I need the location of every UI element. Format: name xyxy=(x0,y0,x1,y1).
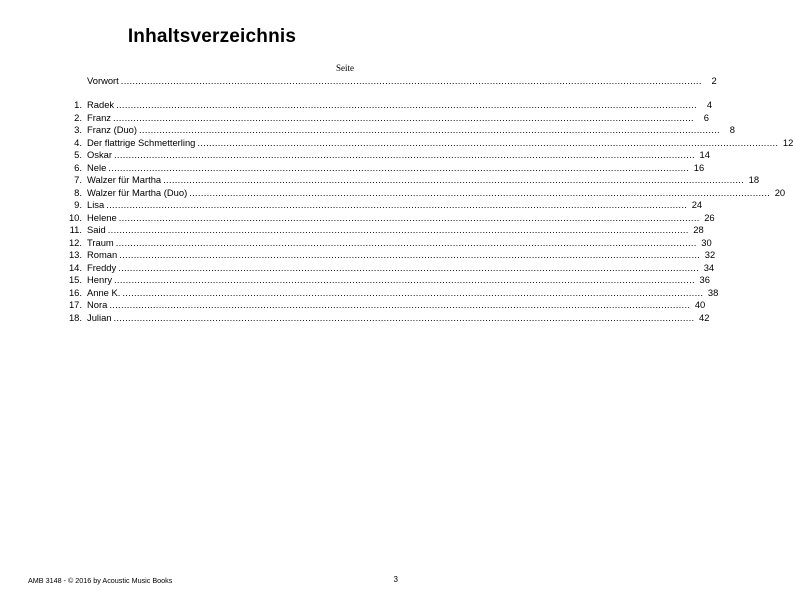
toc-number: 8. xyxy=(74,186,82,198)
toc-row xyxy=(62,311,710,324)
toc-leader-dots: ........................................................................................................................................................................................................ xyxy=(116,99,698,110)
toc-number: 3. xyxy=(74,124,82,135)
toc-row xyxy=(62,249,716,261)
toc-page: 6 xyxy=(703,111,709,123)
toc-title: Henry xyxy=(87,274,113,285)
toc-leader-dots: ........................................................................................................................................................................................................ xyxy=(114,149,695,160)
toc-leader-dots: ........................................................................................................................................................................................................ xyxy=(139,124,720,135)
footer-page-number: 3 xyxy=(393,575,398,584)
toc-page: 24 xyxy=(691,199,703,210)
toc-leader-dots: ........................................................................................................................................................................................................ xyxy=(118,261,700,273)
toc-page: 26 xyxy=(704,211,715,223)
toc-row xyxy=(62,224,704,236)
toc-page: 8 xyxy=(729,124,735,135)
toc-title: Walzer für Martha xyxy=(87,174,162,185)
toc-number: 1. xyxy=(74,99,82,110)
toc-leader-dots: ........................................................................................................................................................................................................ xyxy=(115,236,697,248)
toc-number: 9. xyxy=(74,199,82,210)
toc-row xyxy=(62,261,715,274)
toc-number: 7. xyxy=(74,174,82,185)
toc-page: 28 xyxy=(693,224,704,235)
toc-number: 4. xyxy=(74,136,82,148)
toc-title: Franz xyxy=(87,111,111,123)
toc-leader-dots: ........................................................................................................................................................................................................ xyxy=(122,286,704,298)
toc-row xyxy=(62,286,719,299)
footer-copyright: AMB 3148 - © 2016 by Acoustic Music Books xyxy=(28,576,173,585)
toc-row xyxy=(62,211,715,224)
toc-number: 15. xyxy=(68,274,82,285)
toc-row xyxy=(62,136,793,149)
toc-page: 36 xyxy=(699,274,710,285)
toc-number: 10. xyxy=(68,211,82,223)
toc-row xyxy=(62,299,706,311)
toc-row xyxy=(62,199,703,211)
toc-leader-dots: ........................................................................................................................................................................................................ xyxy=(119,249,701,260)
toc-title: Said xyxy=(87,224,106,235)
toc-number: 2. xyxy=(74,111,82,123)
toc-number: 14. xyxy=(68,261,82,273)
toc-number: 12. xyxy=(68,236,82,248)
toc-leader-dots: ........................................................................................................................................................................................................ xyxy=(163,174,745,185)
toc-leader-dots: ........................................................................................................................................................................................................ xyxy=(112,111,694,123)
toc-page: 32 xyxy=(704,249,716,260)
toc-page: 30 xyxy=(701,236,712,248)
toc-page: 16 xyxy=(693,161,705,173)
toc-page: 34 xyxy=(703,261,715,273)
toc-number: 13. xyxy=(68,249,82,260)
toc-leader-dots: ........................................................................................................................................................................................................ xyxy=(106,199,688,210)
toc-page: 18 xyxy=(748,174,760,185)
toc-leader-dots: ........................................................................................................................................................................................................ xyxy=(108,161,690,173)
toc-page: 14 xyxy=(699,149,710,160)
toc-leader-dots: ........................................................................................................................................................................................................ xyxy=(109,299,691,310)
toc-page: 2 xyxy=(711,75,717,86)
toc-number: 11. xyxy=(69,224,82,235)
toc-row xyxy=(62,149,710,161)
toc-title: Radek xyxy=(87,99,115,110)
toc-leader-dots: ........................................................................................................................................................................................................ xyxy=(189,186,771,198)
toc-number: 5. xyxy=(74,149,82,160)
toc-title: Helene xyxy=(87,211,117,223)
toc-number: 17. xyxy=(68,299,82,310)
toc-page: 20 xyxy=(774,186,786,198)
toc-title: Der flattrige Schmetterling xyxy=(87,136,196,148)
toc-row xyxy=(62,174,760,186)
toc-title: Walzer für Martha (Duo) xyxy=(87,186,188,198)
toc-title: Traum xyxy=(87,236,114,248)
toc-title: Anne K. xyxy=(87,286,121,298)
toc-title: Freddy xyxy=(87,261,117,273)
toc-number: 6. xyxy=(74,161,82,173)
toc-leader-dots: ........................................................................................................................................................................................................ xyxy=(113,311,695,323)
toc-leader-dots: ........................................................................................................................................................................................................ xyxy=(120,75,702,86)
toc-page: 42 xyxy=(699,311,710,323)
toc-title: Julian xyxy=(87,311,112,323)
toc-row xyxy=(62,236,712,249)
page-column-label: Seite xyxy=(336,63,354,73)
toc-row xyxy=(62,111,709,124)
toc-row xyxy=(62,124,735,136)
toc-number: 18. xyxy=(68,311,82,323)
toc-title: Lisa xyxy=(87,199,105,210)
toc-page: 40 xyxy=(694,299,706,310)
toc-number: 16. xyxy=(68,286,82,298)
toc-page: 38 xyxy=(707,286,719,298)
toc-leader-dots: ........................................................................................................................................................................................................ xyxy=(118,211,700,223)
toc-page: 12 xyxy=(782,136,793,148)
toc-row xyxy=(62,161,705,174)
toc-row xyxy=(62,99,713,111)
page-title: Inhaltsverzeichnis xyxy=(127,26,297,47)
toc-row xyxy=(62,274,710,286)
toc-row-preface xyxy=(62,75,717,87)
toc-title: Nele xyxy=(87,161,107,173)
toc-row xyxy=(62,186,786,199)
toc-title: Vorwort xyxy=(87,75,119,86)
toc-leader-dots: ........................................................................................................................................................................................................ xyxy=(197,136,779,148)
toc-leader-dots: ........................................................................................................................................................................................................ xyxy=(107,224,689,235)
toc-title: Nora xyxy=(87,299,108,310)
toc-leader-dots: ........................................................................................................................................................................................................ xyxy=(114,274,695,285)
toc-title: Roman xyxy=(87,249,118,260)
toc-title: Oskar xyxy=(87,149,113,160)
toc-title: Franz (Duo) xyxy=(87,124,138,135)
toc-page: 4 xyxy=(706,99,713,110)
